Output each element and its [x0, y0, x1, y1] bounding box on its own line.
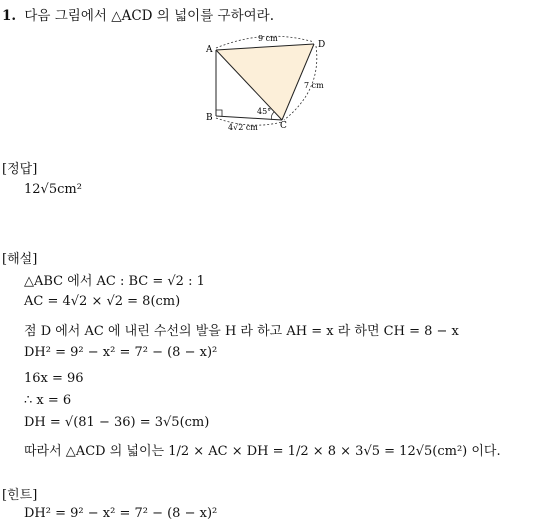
hint-line-1: DH² = 9² − x² = 7² − (8 − x)²: [24, 506, 218, 521]
answer-heading: [정답]: [2, 162, 38, 177]
label-a: A: [206, 45, 213, 55]
solution-line-5: 16x = 96: [24, 371, 84, 386]
label-4root2cm: 4√2 cm: [228, 123, 258, 130]
triangle-figure: [200, 30, 340, 130]
label-b: B: [206, 113, 213, 123]
label-d: D: [318, 40, 326, 50]
solution-line-8: 따라서 △ACD 의 넓이는 1/2 × AC × DH = 1/2 × 8 × 3√5 = 12√5(cm²) 이다.: [24, 444, 501, 459]
solution-line-6: ∴ x = 6: [24, 393, 72, 408]
question-text: 다음 그림에서 △ACD 의 넓이를 구하여라.: [24, 8, 274, 24]
label-45deg: 45°: [257, 107, 272, 116]
label-7cm: 7 cm: [304, 81, 324, 90]
solution-line-2: AC = 4√2 × √2 = 8(cm): [24, 294, 181, 309]
label-9cm: 9 cm: [258, 34, 278, 43]
hint-heading: [힌트]: [2, 488, 38, 503]
solution-line-7: DH = √(81 − 36) = 3√5(cm): [24, 415, 210, 430]
question-number: 1.: [2, 8, 17, 24]
label-c: C: [280, 121, 287, 130]
solution-line-1: △ABC 에서 AC : BC = √2 : 1: [24, 274, 205, 289]
solution-heading: [해설]: [2, 252, 38, 267]
right-angle-mark: [216, 110, 222, 116]
angle-arc-c: [271, 112, 274, 120]
question-line: [2, 4, 274, 24]
solution-line-4: DH² = 9² − x² = 7² − (8 − x)²: [24, 345, 218, 360]
solution-line-3: 점 D 에서 AC 에 내린 수선의 발을 H 라 하고 AH = x 라 하면 CH = 8 − x: [24, 324, 459, 339]
answer-value: 12√5cm²: [24, 182, 82, 197]
